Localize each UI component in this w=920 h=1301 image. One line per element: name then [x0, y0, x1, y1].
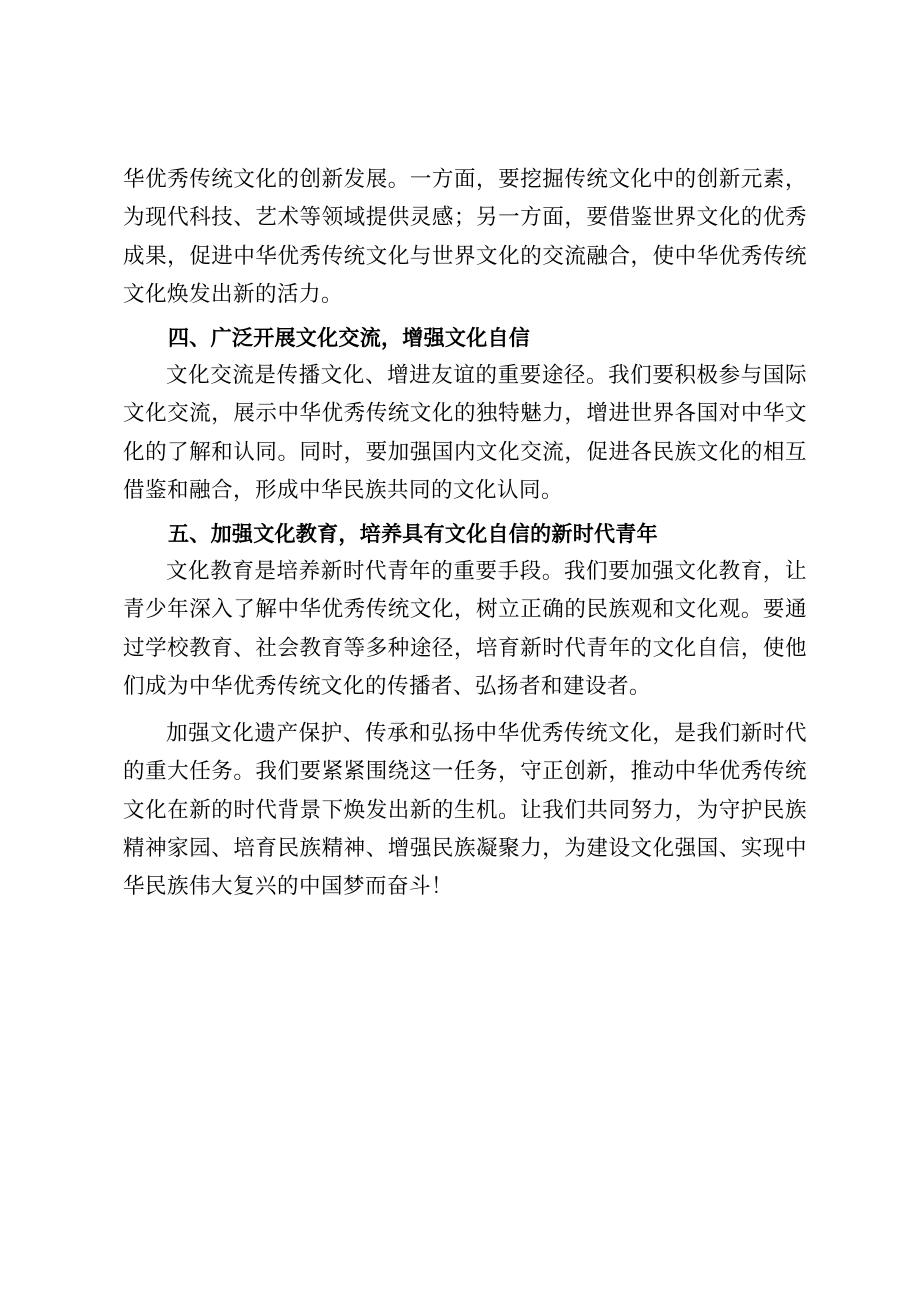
section-heading-cultural-exchange: 四、广泛开展文化交流，增强文化自信	[168, 325, 531, 350]
paragraph-cultural-exchange: 文化交流是传播文化、增进友谊的重要途径。我们要积极参与国际文化交流，展示中华优秀传统文化的独特魅力，增进世界各国对中华文化的了解和认同。同时，要加强国内文化交流，促进各民族文化的相互借鉴和融合，形成中华民族共同的文化认同。	[123, 363, 807, 504]
section-heading-cultural-education: 五、加强文化教育，培养具有文化自信的新时代青年	[168, 521, 658, 546]
paragraph-innovation-continued: 华优秀传统文化的创新发展。一方面，要挖掘传统文化中的创新元素，为现代科技、艺术等领域提供灵感；另一方面，要借鉴世界文化的优秀成果，促进中华优秀传统文化与世界文化的交流融合，使中华优秀传统文化焕发出新的活力。	[123, 167, 807, 308]
paragraph-conclusion: 加强文化遗产保护、传承和弘扬中华优秀传统文化，是我们新时代的重大任务。我们要紧紧围绕这一任务，守正创新，推动中华优秀传统文化在新的时代背景下焕发出新的生机。让我们共同努力，为守护民族精神家园、培育民族精神、增强民族凝聚力，为建设文化强国、实现中华民族伟大复兴的中国梦而奋斗！	[123, 720, 807, 900]
paragraph-cultural-education: 文化教育是培养新时代青年的重要手段。我们要加强文化教育，让青少年深入了解中华优秀传统文化，树立正确的民族观和文化观。要通过学校教育、社会教育等多种途径，培育新时代青年的文化自信，使他们成为中华优秀传统文化的传播者、弘扬者和建设者。	[123, 559, 807, 700]
document-body	[123, 161, 807, 907]
